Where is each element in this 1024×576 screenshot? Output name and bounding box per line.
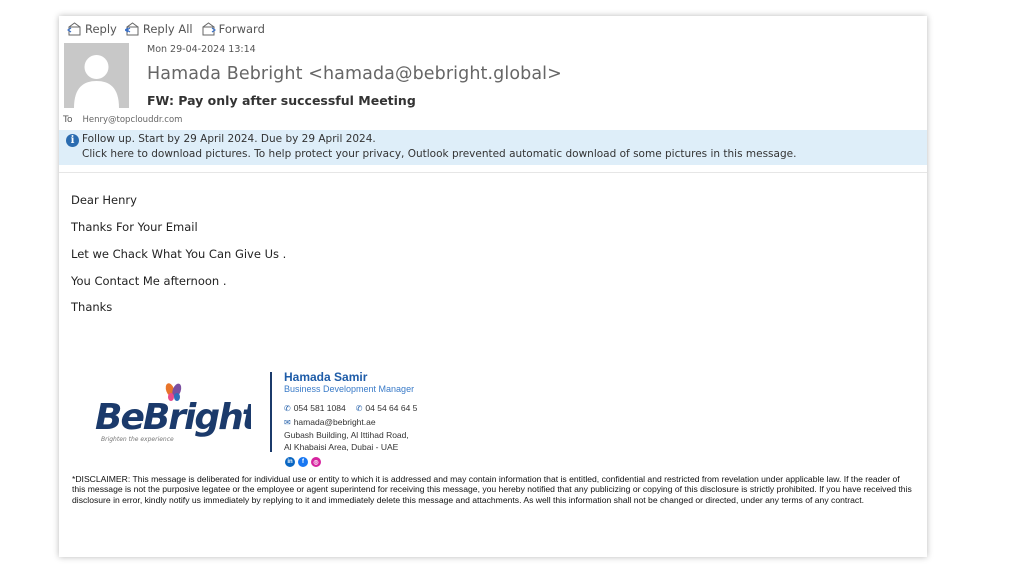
signature-phone-1[interactable]: 054 581 1084 xyxy=(293,403,346,413)
header-divider xyxy=(59,172,927,173)
signature-phones xyxy=(284,403,417,413)
download-pictures-link[interactable]: Click here to download pictures. To help protect your privacy, Outlook prevented automatic download of some pictures in this message. xyxy=(82,148,797,160)
signature-name: Hamada Samir xyxy=(284,370,368,384)
body-line: Dear Henry xyxy=(71,193,137,207)
reply-all-button[interactable] xyxy=(125,22,193,36)
body-line: Thanks xyxy=(71,300,113,314)
reply-all-icon xyxy=(125,22,140,36)
signature-email[interactable]: hamada@bebright.ae xyxy=(293,417,376,427)
logo-wordmark: BeBright xyxy=(95,397,251,438)
email-reading-pane xyxy=(59,16,927,557)
follow-up-notice: Follow up. Start by 29 April 2024. Due by 29 April 2024. xyxy=(82,133,376,145)
recipients-row xyxy=(63,115,182,125)
message-date: Mon 29-04-2024 13:14 xyxy=(147,44,256,55)
signature-address-1: Gubash Building, Al Ittihad Road, xyxy=(284,430,409,440)
body-line: Let we Chack What You Can Give Us . xyxy=(71,247,287,261)
signature-email-row xyxy=(284,417,376,427)
phone-icon: ✆ xyxy=(284,403,291,413)
sender-name[interactable]: Hamada Bebright <hamada@bebright.global> xyxy=(147,64,562,84)
phone-icon: ✆ xyxy=(355,403,363,413)
reply-all-label: Reply All xyxy=(142,22,193,36)
body-line: You Contact Me afternoon . xyxy=(71,274,227,288)
signature-title: Business Development Manager xyxy=(284,384,415,394)
forward-button[interactable] xyxy=(201,22,265,36)
facebook-icon[interactable]: f xyxy=(298,457,308,467)
forward-icon xyxy=(201,22,216,36)
body-line: Thanks For Your Email xyxy=(71,220,198,234)
bebright-logo xyxy=(93,379,251,447)
signature-divider xyxy=(270,372,272,452)
to-label: To xyxy=(63,115,73,125)
disclaimer-text: *DISCLAIMER: This message is deliberated for individual use or entity to which it is addressed and may contain information that is entitled, confidential and restricted from revelation under applicable law. If the reader of this message is not the purposive legatee or the employee or agent superintend for receiving this message, you hereby notified that any publicizing or copying of this disclosure is strictly prohibited. If you have received this disclosure in error, kindly notify us immediately by replying to it and immediately delete this message and attachments. As well this information shall not be changed or directed, under any terms of any contract. xyxy=(72,474,912,505)
message-subject: FW: Pay only after successful Meeting xyxy=(147,93,416,108)
info-icon: i xyxy=(66,134,79,147)
mail-icon: ✉ xyxy=(284,417,291,427)
reply-icon xyxy=(67,22,82,36)
recipient-address[interactable]: Henry@topclouddr.com xyxy=(82,115,183,125)
sender-avatar xyxy=(64,43,129,108)
info-bar xyxy=(59,130,927,165)
message-toolbar xyxy=(67,22,265,36)
forward-label: Forward xyxy=(218,22,265,36)
signature-phone-2[interactable]: 04 54 64 64 5 xyxy=(365,403,418,413)
linkedin-icon[interactable]: in xyxy=(285,457,295,467)
social-links xyxy=(285,457,321,467)
signature-address-2: Al Khabaisi Area, Dubai - UAE xyxy=(284,442,399,452)
reply-button[interactable] xyxy=(67,22,117,36)
logo-tagline: Brighten the experience xyxy=(101,436,174,443)
reply-label: Reply xyxy=(85,22,117,36)
instagram-icon[interactable]: ◎ xyxy=(311,457,321,467)
